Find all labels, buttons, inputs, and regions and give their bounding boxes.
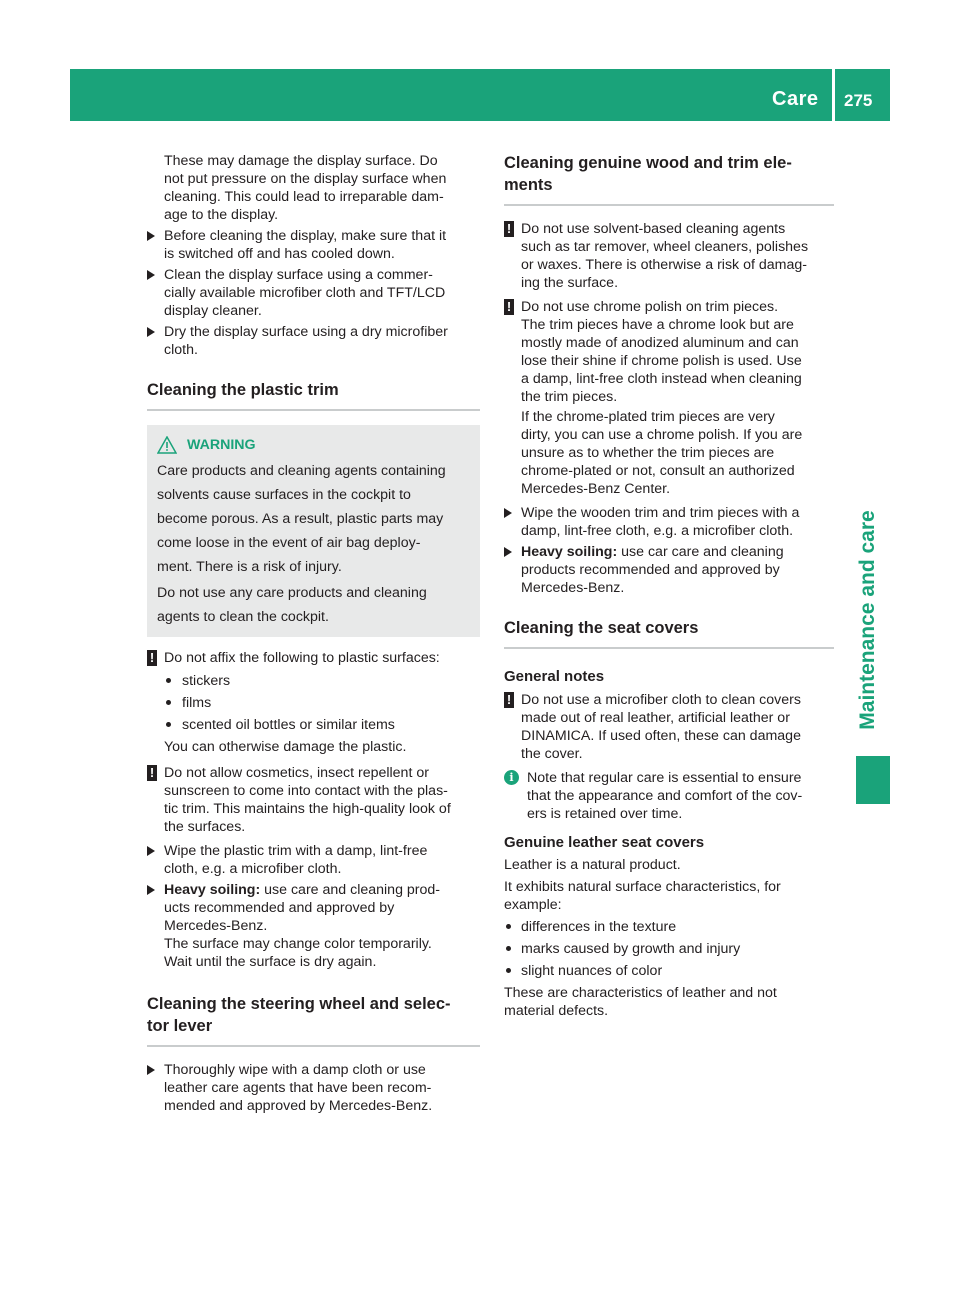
exclamation-icon: ! <box>147 650 157 666</box>
text-line: differences in the texture <box>521 919 677 935</box>
text-line: Do not use chrome polish on trim pieces. <box>521 299 779 315</box>
text-line: films <box>182 695 212 711</box>
info-note <box>504 769 834 823</box>
text-line: the surfaces. <box>164 819 246 835</box>
section-heading <box>504 152 834 206</box>
text-line: mended and approved by Mercedes-Benz. <box>164 1098 433 1114</box>
bullet-icon <box>166 678 171 683</box>
caution-note <box>147 764 480 836</box>
instruction-step <box>147 881 480 971</box>
text-line: display cleaner. <box>164 303 262 319</box>
instruction-step <box>147 842 480 878</box>
bold-label: Heavy soiling: <box>521 544 618 560</box>
arrow-icon <box>147 885 155 895</box>
bullet-icon <box>506 968 511 973</box>
instruction-step <box>504 504 834 540</box>
text-line: the cover. <box>521 746 583 762</box>
arrow-icon <box>147 327 155 337</box>
exclamation-icon: ! <box>504 692 514 708</box>
caution-note <box>504 691 834 763</box>
text-line: unsure as to whether the trim pieces are <box>521 445 775 461</box>
exclamation-icon: ! <box>147 765 157 781</box>
text-line: ing the surface. <box>521 275 619 291</box>
side-tab-marker <box>856 756 890 804</box>
info-icon: i <box>504 770 519 785</box>
text-line: Dry the display surface using a dry microfiber <box>164 324 448 340</box>
text-line: tor lever <box>147 1017 213 1035</box>
text-line: ments <box>504 176 553 194</box>
text-line: ers is retained over time. <box>527 806 683 822</box>
caution-note <box>504 298 834 406</box>
instruction-step <box>147 1061 480 1115</box>
instruction-step <box>147 266 480 320</box>
exclamation-icon: ! <box>504 299 514 315</box>
text-line: age to the display. <box>164 207 279 223</box>
text-line: It exhibits natural surface characteristics, for <box>504 879 781 895</box>
text-line: a damp, lint-free cloth instead when cleaning <box>521 371 802 387</box>
text-line: Wipe the wooden trim and trim pieces with a <box>521 505 800 521</box>
paragraph <box>504 878 834 914</box>
text-line: Do not use solvent-based cleaning agents <box>521 221 786 237</box>
instruction-step <box>147 227 480 263</box>
list-item <box>504 918 834 936</box>
text-line: made out of real leather, artificial leather or <box>521 710 790 726</box>
text-line: use care and cleaning prod- <box>260 882 441 898</box>
arrow-icon <box>147 270 155 280</box>
text-line: These are characteristics of leather and not <box>504 985 777 1001</box>
text-line: the trim pieces. <box>521 389 618 405</box>
text-line: If the chrome-plated trim pieces are very <box>521 409 775 425</box>
text-line: Mercedes-Benz. <box>521 580 625 596</box>
text-line: stickers <box>182 673 231 689</box>
paragraph: Leather is a natural product. <box>504 857 681 873</box>
text-line: Before cleaning the display, make sure that it <box>164 228 447 244</box>
page-number: 275 <box>844 91 873 110</box>
warning-header <box>157 435 470 455</box>
side-tab-label: Maintenance and care <box>856 510 879 730</box>
text-line: leather care agents that have been recom- <box>164 1080 432 1096</box>
text-line: Care products and cleaning agents containing <box>157 463 446 479</box>
right-column <box>504 152 834 1020</box>
text-line: Cleaning the steering wheel and selec- <box>147 995 451 1013</box>
text-line: Do not use a microfiber cloth to clean covers <box>521 692 801 708</box>
arrow-icon <box>147 1065 155 1075</box>
header-divider <box>832 69 835 121</box>
caution-note <box>504 220 834 292</box>
warning-text <box>157 581 470 629</box>
text-line: sunscreen to come into contact with the plas- <box>164 783 448 799</box>
text-line: is switched off and has cooled down. <box>164 246 395 262</box>
text-line: Do not use any care products and cleaning <box>157 585 427 601</box>
header-bar <box>70 69 890 121</box>
bullet-icon <box>506 946 511 951</box>
section-heading: Cleaning the seat covers <box>504 617 834 649</box>
instruction-step <box>147 323 480 359</box>
text-line: The trim pieces have a chrome look but are <box>521 317 794 333</box>
text-line: scented oil bottles or similar items <box>182 717 395 733</box>
list-item <box>504 940 834 958</box>
left-column <box>147 152 480 1118</box>
text-line: or waxes. There is otherwise a risk of damag- <box>521 257 807 273</box>
text-line: become porous. As a result, plastic parts may <box>157 511 444 527</box>
bold-label: Heavy soiling: <box>164 882 261 898</box>
chapter-title: Care <box>772 88 819 110</box>
text-line: Wipe the plastic trim with a damp, lint-free <box>164 843 428 859</box>
text-line: Wait until the surface is dry again. <box>164 954 377 970</box>
subheading: Genuine leather seat covers <box>504 834 705 851</box>
text-line: cloth. <box>164 342 198 358</box>
text-line: come loose in the event of air bag deploy- <box>157 535 421 551</box>
text-line: agents to clean the cockpit. <box>157 609 329 625</box>
section-heading: Cleaning the plastic trim <box>147 379 480 411</box>
text-line: Do not affix the following to plastic surfaces: <box>164 650 440 666</box>
text-line: Note that regular care is essential to ensure <box>527 770 802 786</box>
text-line: damp, lint-free cloth, e.g. a microfiber cloth. <box>521 523 794 539</box>
text-line: slight nuances of color <box>521 963 663 979</box>
text-line: cleaning. This could lead to irreparable dam- <box>164 189 444 205</box>
list-item <box>504 962 834 980</box>
paragraph <box>504 984 834 1020</box>
text-line: solvents cause surfaces in the cockpit to <box>157 487 411 503</box>
text-line: Mercedes-Benz. <box>164 918 268 934</box>
text-line: that the appearance and comfort of the cov- <box>527 788 803 804</box>
subheading: General notes <box>504 668 605 685</box>
text-line: example: <box>504 897 562 913</box>
list-item <box>147 694 480 712</box>
intro-paragraph <box>147 152 480 224</box>
text-line: chrome-plated or not, consult an authorized <box>521 463 795 479</box>
warning-box <box>147 425 480 637</box>
text-line: Cleaning genuine wood and trim ele- <box>504 154 792 172</box>
text-line: The surface may change color temporarily. <box>164 936 432 952</box>
text-line: not put pressure on the display surface when <box>164 171 447 187</box>
text-line: dirty, you can use a chrome polish. If you are <box>521 427 803 443</box>
list-item <box>147 716 480 734</box>
text-line: cially available microfiber cloth and TFT/LCD <box>164 285 446 301</box>
text-line: Clean the display surface using a commer- <box>164 267 433 283</box>
text-line: products recommended and approved by <box>521 562 780 578</box>
exclamation-icon: ! <box>504 221 514 237</box>
paragraph: You can otherwise damage the plastic. <box>164 739 407 755</box>
text-line: marks caused by growth and injury <box>521 941 741 957</box>
warning-label: WARNING <box>187 437 256 453</box>
text-line: ucts recommended and approved by <box>164 900 395 916</box>
text-line: Mercedes-Benz Center. <box>521 481 671 497</box>
list-item <box>147 672 480 690</box>
text-line: mostly made of anodized aluminum and can <box>521 335 799 351</box>
bullet-icon <box>166 722 171 727</box>
text-line: Do not allow cosmetics, insect repellent or <box>164 765 429 781</box>
text-line: such as tar remover, wheel cleaners, polishes <box>521 239 809 255</box>
text-line: use car care and cleaning <box>617 544 784 560</box>
text-line: tic trim. This maintains the high-quality look of <box>164 801 451 817</box>
warning-text <box>157 459 470 579</box>
text-line: DINAMICA. If used often, these can damage <box>521 728 801 744</box>
text-line: These may damage the display surface. Do <box>164 153 438 169</box>
text-line: lose their shine if chrome polish is used. Use <box>521 353 802 369</box>
paragraph <box>504 408 834 498</box>
arrow-icon <box>147 231 155 241</box>
bullet-icon <box>166 700 171 705</box>
arrow-icon <box>504 508 512 518</box>
warning-triangle-icon <box>157 436 177 454</box>
bullet-icon <box>506 924 511 929</box>
instruction-step <box>504 543 834 597</box>
text-line: ment. There is a risk of injury. <box>157 559 342 575</box>
arrow-icon <box>147 846 155 856</box>
caution-note <box>147 649 480 667</box>
arrow-icon <box>504 547 512 557</box>
section-heading <box>147 993 480 1047</box>
text-line: cloth, e.g. a microfiber cloth. <box>164 861 342 877</box>
text-line: Thoroughly wipe with a damp cloth or use <box>164 1062 426 1078</box>
text-line: material defects. <box>504 1003 609 1019</box>
